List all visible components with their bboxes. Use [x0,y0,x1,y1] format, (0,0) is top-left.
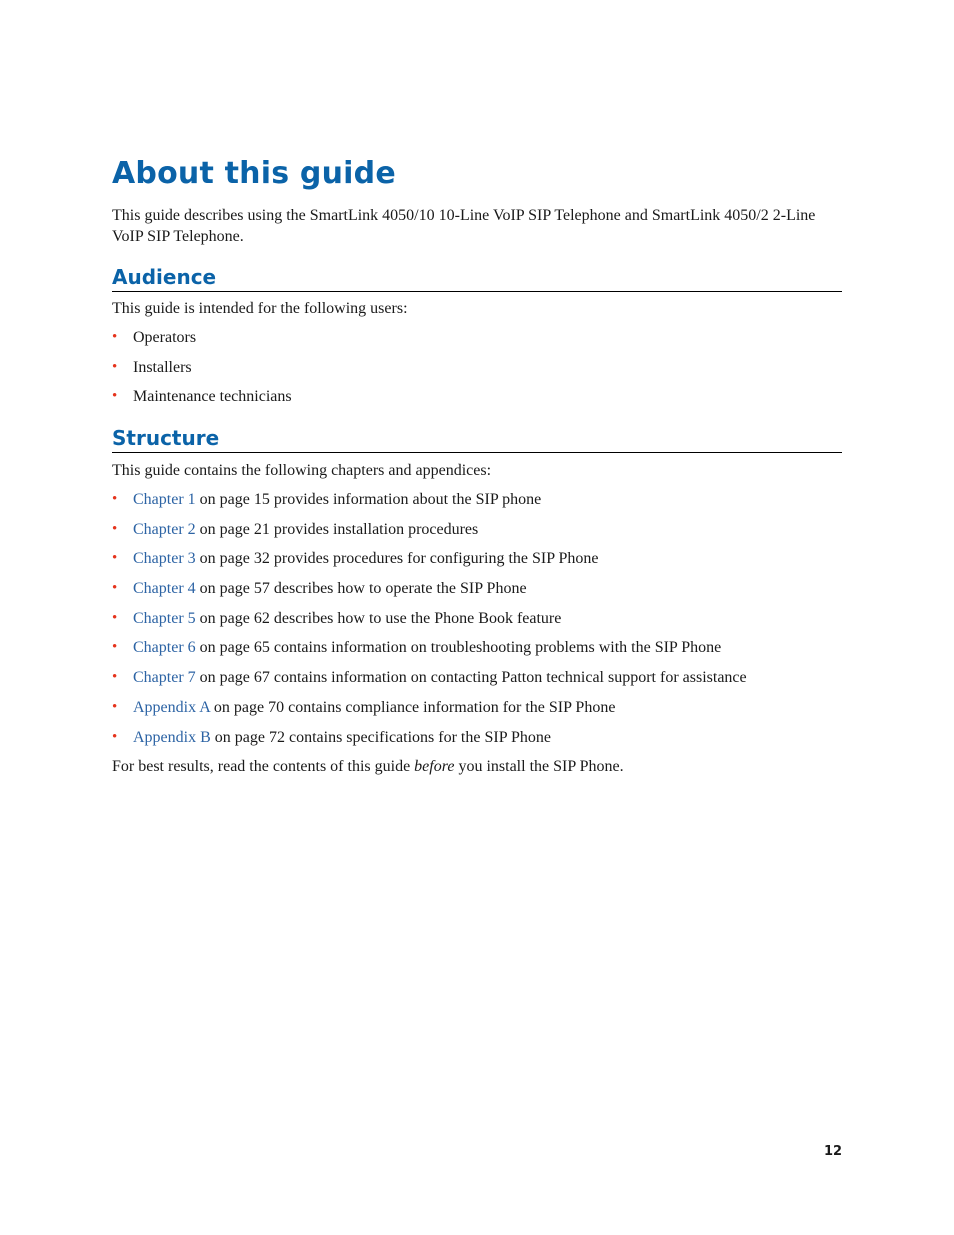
list-item-text: on page 32 provides procedures for configuring the SIP Phone [195,550,599,568]
list-item [112,549,747,579]
chapter-6-link[interactable]: Chapter 6 [133,639,196,657]
audience-intro: This guide is intended for the following users: [112,300,408,317]
closing-emphasis: before [414,758,455,775]
list-item-text: Operators [133,329,197,346]
list-item-text: on page 21 provides installation procedures [195,520,479,538]
chapter-1-link[interactable]: Chapter 1 [133,491,196,508]
appendix-b-link[interactable]: Appendix B [133,728,211,746]
bullet-icon: • [112,388,118,405]
list-item-text: on page 15 provides information about the SIP phone [195,491,542,508]
list-item-text: on page 65 contains information on troubleshooting problems with the SIP Phone [195,639,722,657]
closing-paragraph [112,757,842,777]
bullet-icon: • [112,669,118,686]
bullet-icon: • [112,491,118,507]
list-item-text: on page 72 contains specifications for the SIP Phone [210,728,552,746]
bullet-icon: • [112,580,118,597]
list-item-text: on page 70 contains compliance information for the SIP Phone [209,698,616,716]
list-item-text: on page 67 contains information on contacting Patton technical support for assistance [195,669,747,687]
chapter-3-link[interactable]: Chapter 3 [133,550,196,568]
list-item [112,490,747,520]
page-title: About this guide [112,156,396,191]
chapter-2-link[interactable]: Chapter 2 [133,520,196,538]
audience-list [112,328,292,417]
list-item [112,520,747,550]
chapter-5-link[interactable]: Chapter 5 [133,609,196,627]
closing-text-start: For best results, read the contents of this guide [112,758,415,775]
bullet-icon: • [112,698,118,715]
list-item [112,638,747,668]
list-item [112,728,747,758]
list-item [112,698,747,728]
bullet-icon: • [112,358,118,375]
list-item [112,579,747,609]
list-item-text: on page 62 describes how to use the Phone Book feature [195,609,562,627]
list-item [112,609,747,639]
bullet-icon: • [112,329,118,345]
appendix-a-link[interactable]: Appendix A [133,698,210,716]
list-item [112,358,292,388]
page-number: 12 [824,1144,843,1159]
chapter-7-link[interactable]: Chapter 7 [133,669,196,687]
structure-list [112,490,747,757]
closing-text-end: you install the SIP Phone. [454,758,624,775]
list-item-text: Maintenance technicians [133,388,292,406]
audience-heading: Audience [112,265,842,292]
list-item [112,668,747,698]
bullet-icon: • [112,550,118,567]
structure-intro: This guide contains the following chapters and appendices: [112,462,492,479]
structure-heading: Structure [112,426,842,453]
list-item-text: Installers [133,358,192,376]
bullet-icon: • [112,520,118,537]
intro-paragraph: This guide describes using the SmartLink 4050/10 10-Line VoIP SIP Telephone and SmartLink 4050/2 2-Line VoIP SIP Telephone. [112,207,816,245]
bullet-icon: • [112,728,118,745]
bullet-icon: • [112,609,118,626]
bullet-icon: • [112,639,118,656]
list-item [112,387,292,417]
chapter-4-link[interactable]: Chapter 4 [133,580,196,598]
list-item [112,328,292,358]
list-item-text: on page 57 describes how to operate the SIP Phone [195,580,527,598]
